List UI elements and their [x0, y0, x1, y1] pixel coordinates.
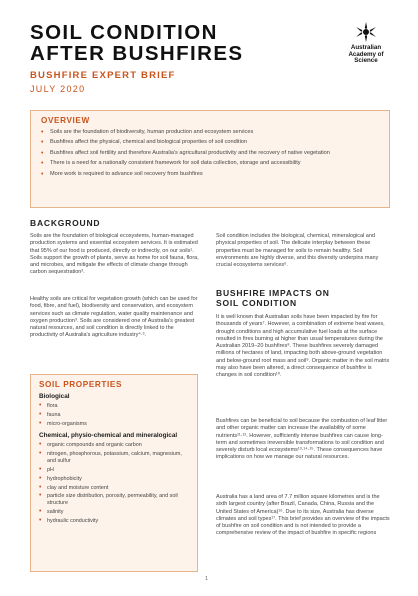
list-item: • fauna — [39, 412, 189, 419]
background-paragraph-3: Soil condition includes the biological, chemical, mineralogical and physical properties of soil. The delicate interplay between these properties must be managed for soils to remain healthy. Soil environments are highly diverse, and this diversity underpins many crucial ecosystems services⁶. — [216, 233, 379, 269]
title-line-2: AFTER BUSHFIRES — [30, 42, 244, 65]
list-item: • Soils are the foundation of biodiversity, human production and ecosystem services — [41, 129, 379, 136]
logo-line-2: Academy of — [348, 50, 384, 58]
logo-line-3: Science — [354, 57, 378, 65]
list-item: • clay and moisture content — [39, 485, 189, 492]
list-item: • hydrophobicity — [39, 476, 189, 483]
soil-properties-heading: SOIL PROPERTIES — [39, 380, 123, 389]
biological-heading: Biological — [39, 393, 70, 400]
list-item: • pH — [39, 467, 189, 474]
chemical-heading: Chemical, physio-chemical and mineralogical — [39, 431, 178, 439]
list-item: • hydraulic conductivity — [39, 518, 189, 525]
list-item: • nitrogen, phosphorous, potassium, calcium, magnesium, and sulfur — [39, 451, 189, 465]
chemical-list — [39, 442, 189, 525]
list-item: • Bushfires affect soil fertility and therefore Australia's agricultural productivity and the recovery of native vegetation — [41, 150, 379, 157]
list-item: • organic compounds and organic carbon — [39, 442, 189, 449]
list-item: • More work is required to advance soil recovery from bushfires — [41, 171, 379, 178]
impacts-heading — [216, 288, 330, 308]
list-item: • There is a need for a nationally consistent framework for soil data collection, storage and accessibility — [41, 160, 379, 167]
background-paragraph-1: Soils are the foundation of biological ecosystems, human-managed production systems and essential ecosystem services. It is estimated that 95% of our food is produced, directly or indirectly, on our soils¹. Soils support the growth of plants, serve as home for soil fauna, flora, and microbes, and mitigate the effects of climate change through carbon sequestration². — [30, 233, 199, 276]
impacts-paragraph-2: Bushfires can be beneficial to soil because the combustion of leaf litter and other organic matter can increase the availability of some nutrients¹¹·¹². However, sufficiently intense bushfires can cause long-term and sometimes irreversible transformations to soil condition and severely disturb local ecosystems¹³·¹⁴·¹⁵. These consequences have implications on how we manage our natural resources. — [216, 418, 388, 461]
list-item: • flora — [39, 403, 189, 410]
impacts-paragraph-1: It is well known that Australian soils have been impacted by fire for thousands of years⁷. However, a combination of extreme heat waves, drought conditions and high accumulative fuel loads at the surface resulted in fires burning at higher than usual temperatures during the Australian 2019–20 bushfires⁸. These bushfires severely damaged millions of hectares of land, impacting both above-ground vegetation and below-ground root mass and soil⁹. Organic matter in the soil matrix may also have been altered, a direct consequence of bushfire is changes in soil condition¹⁰. — [216, 314, 390, 379]
list-item: • Bushfires affect the physical, chemical and biological properties of soil condition — [41, 139, 379, 146]
list-item: • micro-organisms — [39, 421, 189, 428]
academy-logo — [335, 20, 397, 72]
list-item: • salinity — [39, 509, 189, 516]
background-heading: BACKGROUND — [30, 218, 101, 228]
brief-date: JULY 2020 — [30, 84, 86, 94]
biological-list — [39, 403, 189, 428]
title-line-1: SOIL CONDITION — [30, 21, 218, 44]
list-item: • particle size distribution, porosity, permeability, and soil structure — [39, 493, 189, 507]
document-title — [30, 22, 310, 64]
soil-properties-box — [30, 374, 198, 572]
overview-box — [30, 110, 390, 208]
overview-list — [41, 129, 379, 178]
impacts-heading-line-2: SOIL CONDITION — [216, 298, 297, 308]
logo-line-1: Australian — [350, 44, 382, 51]
overview-heading: OVERVIEW — [41, 116, 90, 125]
background-paragraph-2: Healthy soils are critical for vegetation growth (which can be used for food, fibre, and fuel), biodiversity and conservation, and ecosystem services such as climate regulation, water quality maintenance and oxygen production³. Soils are considered one of Australia's greatest natural resources, and soil condition is directly linked to the productivity of Australia's agriculture industry⁴·⁵. — [30, 296, 198, 339]
logo-wordmark — [335, 45, 397, 65]
impacts-heading-line-1: BUSHFIRE IMPACTS ON — [216, 288, 330, 298]
page-number: 1 — [205, 576, 209, 582]
impacts-paragraph-3: Australia has a land area of 7.7 million square kilometres and is the sixth largest country (after Brazil, Canada, China, Russia and the United States of America)¹⁶. Due to its size, Australia has diverse climates and soil types¹⁷. This brief provides an overview of the impacts of bushfire on soil condition and is not intended to provide a comprehensive review of the impact of bushfire in specific regions — [216, 494, 390, 537]
academy-emblem-icon — [351, 20, 381, 44]
brief-subtitle: BUSHFIRE EXPERT BRIEF — [30, 70, 176, 81]
